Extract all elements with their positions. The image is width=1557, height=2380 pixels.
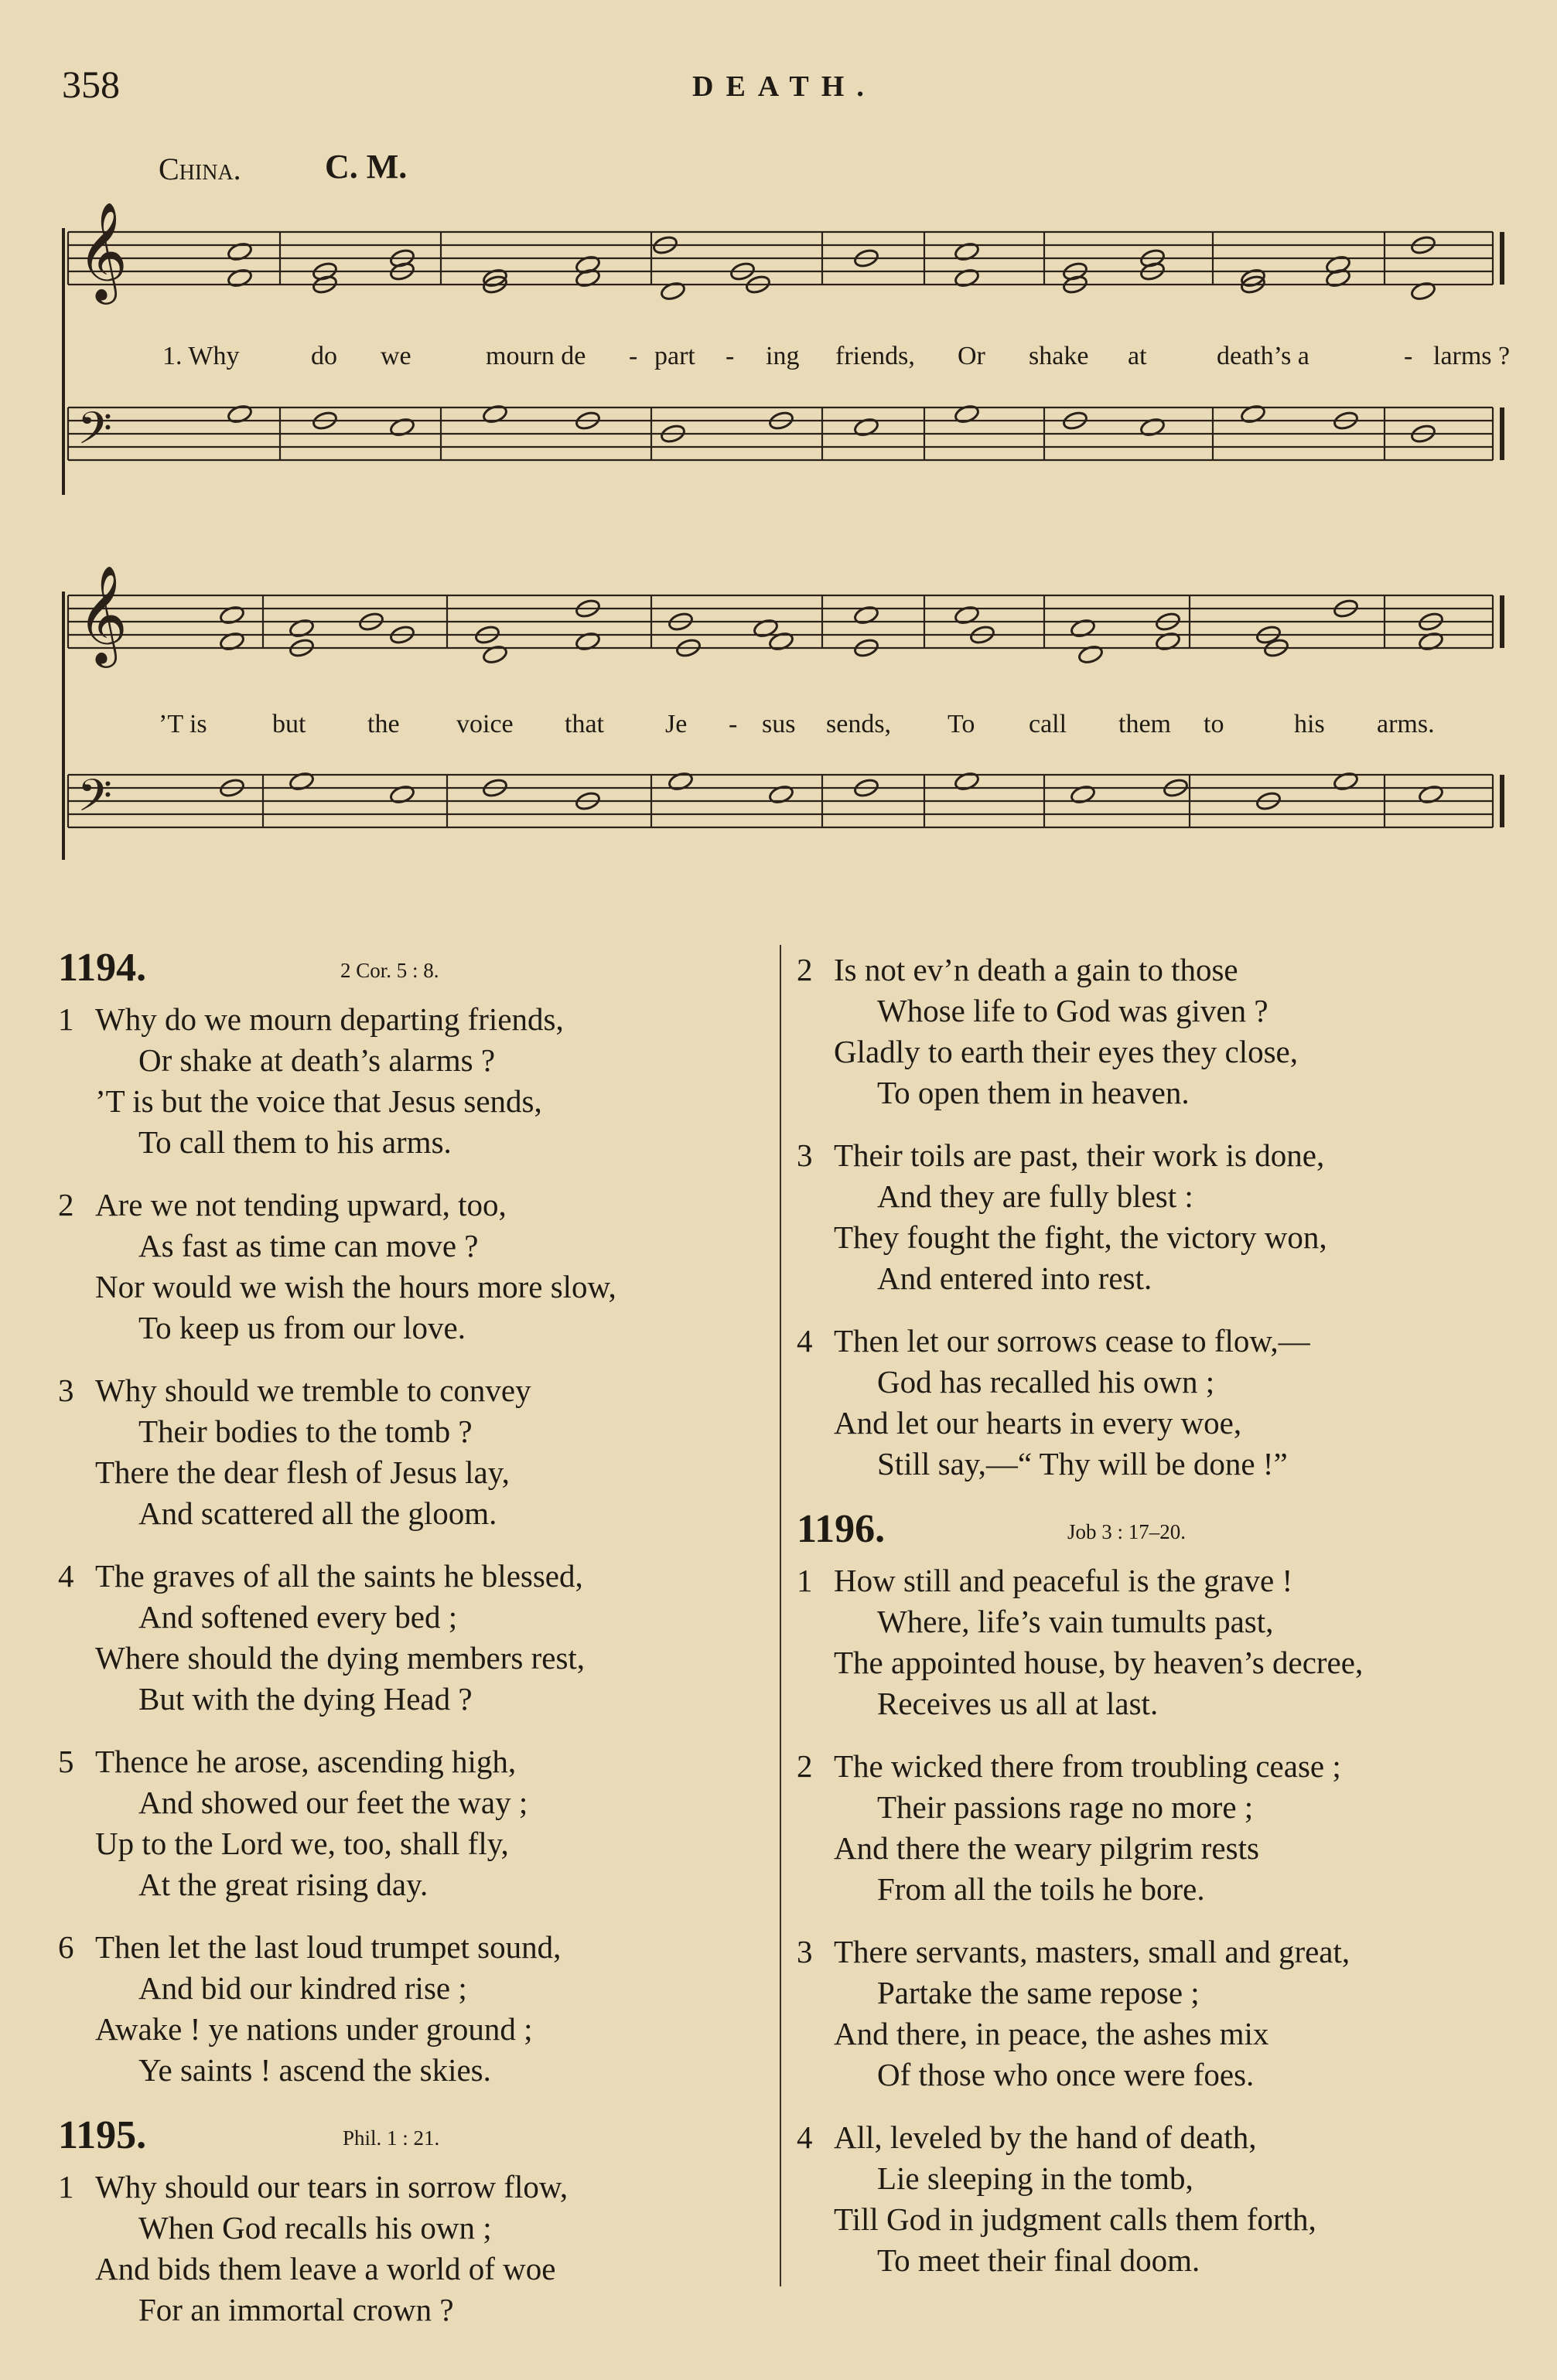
stanza-first-line [58, 1556, 785, 1597]
verse-line: Nor would we wish the hours more slow, [95, 1269, 616, 1304]
hymn-1195-text-part2 [797, 950, 1524, 1485]
stanza [58, 999, 785, 1163]
lyric-syllable: that [565, 710, 604, 738]
stanza-number: 2 [58, 1187, 74, 1222]
stanza-first-line [58, 1927, 785, 1968]
lyric-syllable: arms. [1377, 710, 1435, 738]
hymn-1195-text-part1 [58, 2167, 785, 2331]
stanza-first-line [797, 1321, 1524, 1362]
verse-line: Up to the Lord we, too, shall fly, [95, 1826, 509, 1861]
stanza-first-line [797, 950, 1524, 991]
verse-line: There servants, masters, small and great, [834, 1934, 1350, 1969]
stanza [58, 2167, 785, 2331]
lyric-syllable: but [272, 710, 306, 738]
lyric-syllable: to [1204, 710, 1224, 738]
stanza-first-line [797, 1746, 1524, 1787]
treble-clef: 𝄞 [77, 201, 128, 300]
verse-line: Of those who once were foes. [877, 2057, 1255, 2092]
stanza-number: 3 [797, 1934, 813, 1969]
tune-name: China. [159, 152, 241, 186]
verse-line: ’T is but the voice that Jesus sends, [95, 1083, 542, 1119]
lyric-syllable: - [1404, 342, 1413, 370]
stanza-number: 4 [58, 1558, 74, 1594]
verse-line: For an immortal crown ? [138, 2292, 454, 2327]
verse-line: Partake the same repose ; [877, 1975, 1200, 2010]
stanza [58, 1927, 785, 2091]
scripture-reference: Job 3 : 17–20. [1067, 1520, 1187, 1543]
lyric-syllable: - [726, 342, 735, 370]
stanza-first-line [58, 999, 785, 1040]
verse-line: And they are fully blest : [877, 1178, 1193, 1214]
stanza-first-line [58, 1370, 785, 1411]
lyric-syllable: at [1128, 342, 1147, 370]
hymn-1196-text [797, 1560, 1524, 2281]
music-score [0, 0, 1557, 897]
lyric-syllable: sends, [826, 710, 892, 738]
right-column [797, 950, 1524, 2303]
lyric-syllable: voice [456, 710, 514, 738]
stanza-first-line [58, 2167, 785, 2208]
lyric-syllable: them [1118, 710, 1171, 738]
lyric-syllable: To [948, 710, 975, 738]
stanza-number: 5 [58, 1744, 74, 1779]
stanza [797, 1932, 1524, 2095]
lyric-syllable: shake [1029, 342, 1089, 370]
verse-line: Their bodies to the tomb ? [138, 1413, 473, 1449]
verse-line: Is not ev’n death a gain to those [834, 952, 1238, 987]
verse-line: Their toils are past, their work is done, [834, 1137, 1325, 1173]
stanza-first-line [797, 2117, 1524, 2158]
verse-line: Where should the dying members rest, [95, 1640, 586, 1676]
stanza-first-line [797, 1560, 1524, 1601]
hymn-1194-text [58, 999, 785, 2091]
verse-line: Receives us all at last. [877, 1686, 1159, 1721]
page-number: 358 [62, 63, 120, 106]
verse-line: Then let our sorrows cease to flow,— [834, 1323, 1310, 1359]
scripture-reference: Phil. 1 : 21. [343, 2126, 440, 2150]
stanza-first-line [797, 1932, 1524, 1973]
left-column [58, 945, 785, 2352]
verse-line: Thence he arose, ascending high, [95, 1744, 517, 1779]
verse-line: To open them in heaven. [877, 1075, 1190, 1110]
lyric-syllable: - [729, 710, 738, 738]
hymn-1194-heading [58, 945, 785, 990]
stanza [58, 1741, 785, 1905]
stanza-number: 2 [797, 952, 813, 987]
tune-meter: C. M. [325, 148, 408, 186]
verse-line: When God recalls his own ; [138, 2210, 492, 2245]
verse-line: Then let the last loud trumpet sound, [95, 1929, 562, 1965]
stanza [797, 1746, 1524, 1910]
hymn-number: 1194. [58, 946, 147, 990]
verse-line: To meet their final doom. [877, 2242, 1200, 2278]
lyric-syllable: friends, [835, 342, 915, 370]
verse-line: To call them to his arms. [138, 1124, 452, 1160]
stanza [797, 1560, 1524, 1724]
stanza-first-line [58, 1185, 785, 1226]
verse-line: The wicked there from troubling cease ; [834, 1748, 1341, 1784]
lyric-syllable: do [311, 342, 337, 370]
verse-line: Their passions rage no more ; [877, 1789, 1254, 1825]
bass-clef: 𝄢 [77, 402, 113, 465]
lyric-syllable: Or [958, 342, 985, 370]
column-divider [780, 945, 781, 2286]
verse-line: Ye saints ! ascend the skies. [138, 2052, 491, 2088]
verse-line: Are we not tending upward, too, [95, 1187, 507, 1222]
stanza [58, 1185, 785, 1349]
hymn-1196-heading [797, 1506, 1524, 1551]
stanza-number: 1 [58, 2169, 74, 2204]
lyric-syllable: Je [665, 710, 688, 738]
verse-line: God has recalled his own ; [877, 1364, 1215, 1400]
verse-line: Lie sleeping in the tomb, [877, 2160, 1193, 2196]
stanza [58, 1556, 785, 1720]
stanza [797, 1321, 1524, 1485]
lyric-syllable: ing [766, 342, 800, 370]
verse-line: Or shake at death’s alarms ? [138, 1042, 496, 1078]
lyric-syllable: call [1029, 710, 1067, 738]
verse-line: As fast as time can move ? [138, 1228, 479, 1263]
stanza-first-line [58, 1741, 785, 1782]
stanza-number: 3 [797, 1137, 813, 1173]
hymn-1195-heading [58, 2112, 785, 2157]
verse-line: Why should we tremble to convey [95, 1372, 531, 1408]
verse-line: To keep us from our love. [138, 1310, 466, 1345]
verse-line: And scattered all the gloom. [138, 1495, 497, 1531]
lyric-syllable: larms ? [1433, 342, 1511, 370]
verse-line: From all the toils he bore. [877, 1871, 1205, 1907]
lyric-syllable: we [381, 342, 411, 370]
stanza-first-line [797, 1135, 1524, 1176]
verse-line: Where, life’s vain tumults past, [877, 1604, 1274, 1639]
stanza-number: 1 [797, 1563, 813, 1598]
stanza-number: 4 [797, 1323, 813, 1359]
stanza [797, 950, 1524, 1113]
verse-line: The graves of all the saints he blessed, [95, 1558, 583, 1594]
verse-line: And bids them leave a world of woe [95, 2251, 556, 2286]
verse-line: How still and peaceful is the grave ! [834, 1563, 1293, 1598]
verse-line: At the great rising day. [138, 1867, 429, 1902]
verse-line: Awake ! ye nations under ground ; [95, 2011, 533, 2047]
hymn-number: 1196. [797, 1507, 886, 1551]
scripture-reference: 2 Cor. 5 : 8. [340, 959, 439, 982]
verse-line: And let our hearts in every woe, [834, 1405, 1242, 1441]
stanza [58, 1370, 785, 1534]
stanza-number: 4 [797, 2119, 813, 2155]
verse-line: There the dear flesh of Jesus lay, [95, 1454, 510, 1490]
lyric-syllable: mourn de [486, 342, 586, 370]
verse-line: Why should our tears in sorrow flow, [95, 2169, 569, 2204]
lyric-syllable: part [654, 342, 695, 370]
verse-line: Whose life to God was given ? [877, 993, 1268, 1028]
lyric-syllable: - [629, 342, 638, 370]
lyric-syllable: 1. Why [162, 342, 240, 370]
stanza-number: 6 [58, 1929, 74, 1965]
stanza-number: 3 [58, 1372, 74, 1408]
lyric-syllable: the [367, 710, 400, 738]
lyric-syllable: ’T is [159, 710, 207, 738]
treble-clef: 𝄞 [77, 564, 128, 663]
verse-line: Still say,—“ Thy will be done !” [877, 1446, 1288, 1482]
verse-line: And bid our kindred rise ; [138, 1970, 467, 2006]
verse-line: And entered into rest. [877, 1260, 1152, 1296]
verse-line: And there, in peace, the ashes mix [834, 2016, 1269, 2051]
stanza-number: 1 [58, 1001, 74, 1037]
verse-line: Till God in judgment calls them forth, [834, 2201, 1316, 2237]
verse-line: The appointed house, by heaven’s decree, [834, 1645, 1364, 1680]
verse-line: Why do we mourn departing friends, [95, 1001, 564, 1037]
running-head: DEATH. [692, 70, 876, 103]
verse-line: And softened every bed ; [138, 1599, 458, 1635]
verse-line: And there the weary pilgrim rests [834, 1830, 1259, 1866]
hymn-number: 1195. [58, 2113, 147, 2157]
verse-line: And showed our feet the way ; [138, 1785, 528, 1820]
verse-line: They fought the fight, the victory won, [834, 1219, 1327, 1255]
verse-line: Gladly to earth their eyes they close, [834, 1034, 1298, 1069]
verse-line: All, leveled by the hand of death, [834, 2119, 1257, 2155]
stanza [797, 1135, 1524, 1299]
bass-clef: 𝄢 [77, 769, 113, 833]
lyric-syllable: death’s a [1217, 342, 1309, 370]
stanza [797, 2117, 1524, 2281]
lyric-syllable: sus [762, 710, 796, 738]
lyric-syllable: his [1294, 710, 1325, 738]
stanza-number: 2 [797, 1748, 813, 1784]
verse-line: But with the dying Head ? [138, 1681, 473, 1717]
